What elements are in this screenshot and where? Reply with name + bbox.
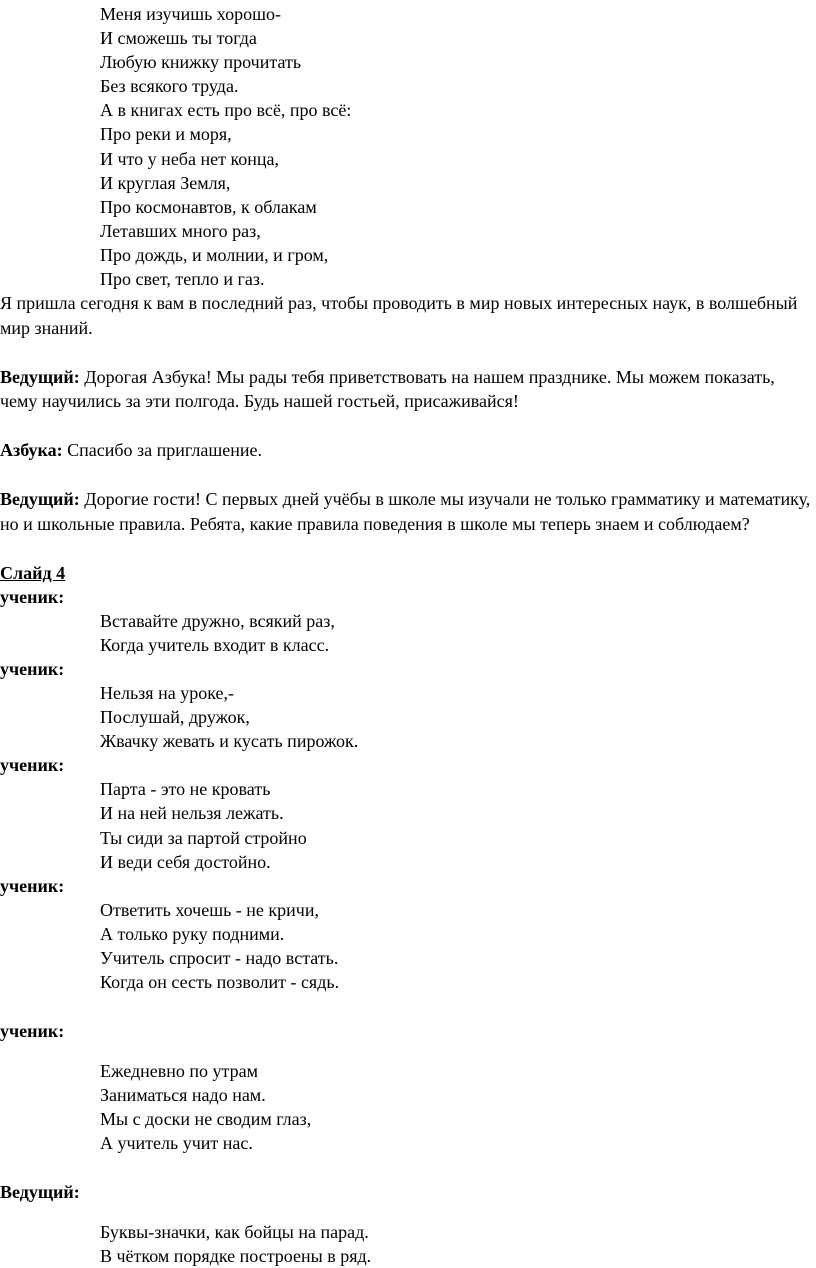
- poem-line: Про космонавтов, к облакам: [100, 196, 317, 217]
- speaker-label: Азбука:: [0, 440, 63, 461]
- poem-line: Про свет, тепло и газ.: [100, 269, 265, 290]
- poem-line: Про реки и моря,: [100, 124, 232, 145]
- verse-line: Ответить хочешь - не кричи,: [100, 899, 319, 920]
- verse-stanza: [100, 777, 816, 873]
- verse-stanza: [100, 1059, 816, 1155]
- paragraph: Я пришла сегодня к вам в последний раз, чтобы проводить в мир новых интересных наук, в волшебный мир знаний.: [0, 293, 798, 338]
- poem-line: Про дождь, и молнии, и гром,: [100, 244, 329, 265]
- dialog-paragraph: [0, 438, 816, 463]
- verse-line: Вставайте дружно, всякий раз,: [100, 610, 335, 631]
- verse-stanza: [100, 681, 816, 753]
- dialog-paragraph: [0, 487, 816, 536]
- speaker-label: ученик:: [0, 1020, 65, 1041]
- poem-line: Без всякого труда.: [100, 76, 239, 97]
- verse-line: Жвачку жевать и кусать пирожок.: [100, 731, 359, 752]
- verse-line: Когда учитель входит в класс.: [100, 634, 330, 655]
- verse-line: В чётком порядке построены в ряд.: [100, 1245, 372, 1266]
- poem-line: Летавших много раз,: [100, 220, 261, 241]
- dialog-text: Дорогие гости! С первых дней учёбы в школе мы изучали не только грамматику и математику, но и школьные правила. Ребята, какие правила поведения в школе мы теперь знаем и соблюдаем?: [0, 489, 811, 534]
- verse-line: И веди себя достойно.: [100, 851, 271, 872]
- verse-line: Ты сиди за партой стройно: [100, 827, 307, 848]
- poem-line: И сможешь ты тогда: [100, 28, 257, 49]
- verse-stanza: [100, 1220, 816, 1268]
- speaker-label: Ведущий:: [0, 366, 80, 387]
- dialog-text: Дорогая Азбука! Мы рады тебя приветствовать на нашем празднике. Мы можем показать, чему научились за эти полгода. Будь нашей гостьей, присаживайся!: [0, 366, 775, 412]
- poem-line: Любую книжку прочитать: [100, 52, 302, 73]
- poem-line: Меня изучишь хорошо-: [100, 4, 281, 24]
- dialog-text: Спасибо за приглашение.: [62, 440, 262, 461]
- slide-heading: Слайд 4: [0, 562, 66, 583]
- verse-line: Послушай, дружок,: [100, 707, 250, 728]
- speaker-label: ученик:: [0, 586, 65, 607]
- verse-line: Мы с доски не сводим глаз,: [100, 1109, 312, 1129]
- poem-stanza: [100, 2, 816, 291]
- verse-stanza: [100, 898, 816, 994]
- speaker-label: ученик:: [0, 755, 65, 776]
- speaker-label: Ведущий:: [0, 489, 80, 510]
- verse-line: И на ней нельзя лежать.: [100, 803, 284, 824]
- poem-line: И круглая Земля,: [100, 172, 231, 193]
- speaker-label: ученик:: [0, 658, 65, 679]
- poem-line: И что у неба нет конца,: [100, 148, 280, 169]
- dialog-paragraph: [0, 365, 816, 414]
- verse-line: Когда он сесть позволит - сядь.: [100, 972, 340, 993]
- verse-line: Учитель спросит - надо встать.: [100, 948, 339, 969]
- verse-line: Парта - это не кровать: [100, 779, 271, 800]
- verse-line: А только руку подними.: [100, 923, 285, 944]
- verse-line: Буквы-значки, как бойцы на парад.: [100, 1221, 369, 1242]
- verse-stanza: [100, 609, 816, 657]
- speaker-label: ученик:: [0, 875, 65, 896]
- speaker-label: Ведущий:: [0, 1181, 80, 1202]
- verse-line: Заниматься надо нам.: [100, 1084, 266, 1105]
- verse-line: Ежедневно по утрам: [100, 1060, 258, 1081]
- verse-line: Нельзя на уроке,-: [100, 683, 234, 703]
- poem-line: А в книгах есть про всё, про всё:: [100, 100, 352, 121]
- verse-line: А учитель учит нас.: [100, 1133, 253, 1154]
